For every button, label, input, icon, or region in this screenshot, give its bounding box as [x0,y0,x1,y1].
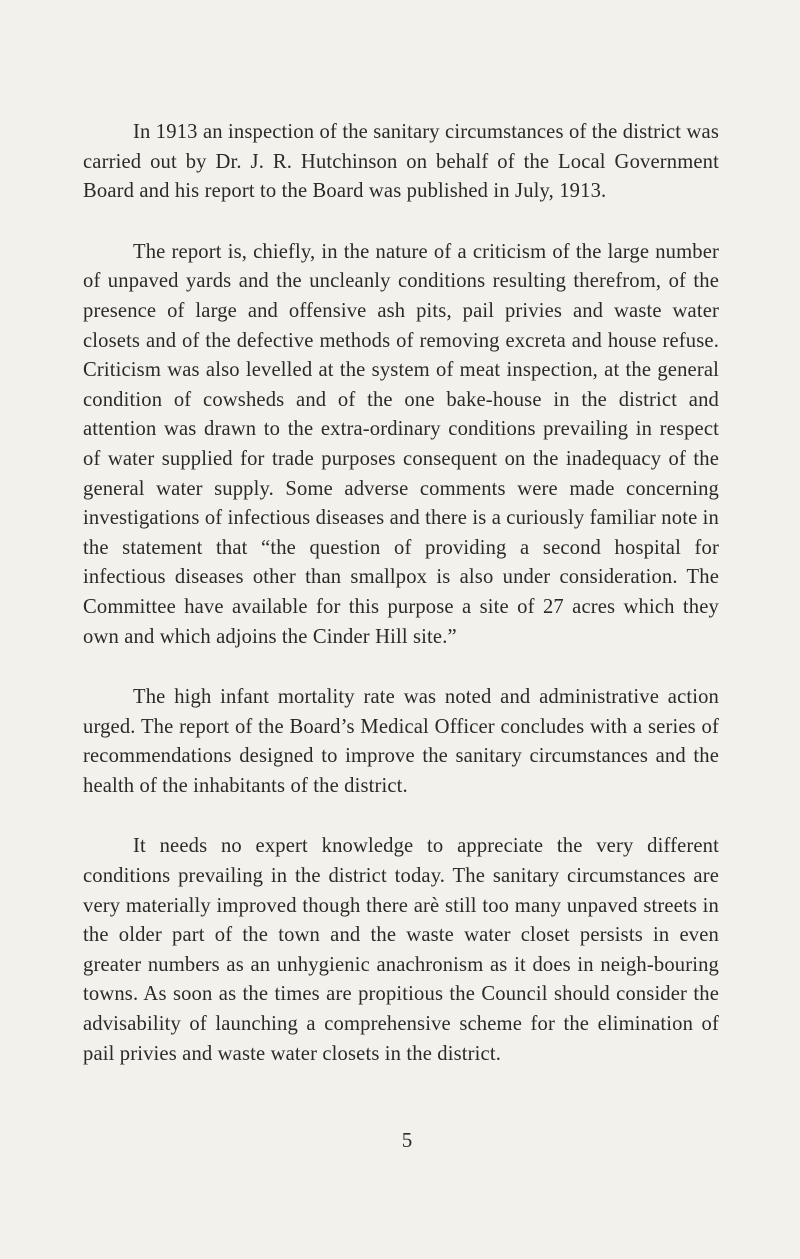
paragraph-conditions-today: It needs no expert knowledge to appreciate the very different conditions prevailing in the district today. The sanitary circumstances are very materially improved though there arè still too many unpaved streets in the older part of the town and the waste water closet persists in even greater numbers as an unhygienic anachronism as it does in neigh-bouring towns. As soon as the times are propitious the Council should consider the advisability of launching a comprehensive scheme for the elimination of pail privies and waste water closets in the district. [83,835,719,1065]
paragraph-infant-mortality: The high infant mortality rate was noted and administrative action urged. The report of the Board’s Medical Officer concludes with a series of recommendations designed to improve the sanitary circumstances and the health of the inhabitants of the district. [83,686,719,797]
body-text [83,118,719,1069]
page-number: 5 [401,1128,413,1152]
paragraph-inspection-1913: In 1913 an inspection of the sanitary circumstances of the district was carried out by Dr. J. R. Hutchinson on behalf of the Local Government Board and his report to the Board was published in July, 1913. [83,121,719,203]
paragraph-report-criticism: The report is, chiefly, in the nature of a criticism of the large number of unpaved yards and the uncleanly conditions resulting therefrom, of the presence of large and offensive ash pits, pail privies and waste water closets and of the defective methods of removing excreta and house refuse. Criticism was also levelled at the system of meat inspection, at the general condition of cowsheds and of the one bake-house in the district and attention was drawn to the extra-ordinary conditions prevailing in respect of water supplied for trade purposes consequent on the inadequacy of the general water supply. Some adverse comments were made concerning investigations of infectious diseases and there is a curiously familiar note in the statement that “the question of providing a second hospital for infectious diseases other than smallpox is also under consideration. The Committee have available for this purpose a site of 27 acres which they own and which adjoins the Cinder Hill site.” [83,240,719,648]
